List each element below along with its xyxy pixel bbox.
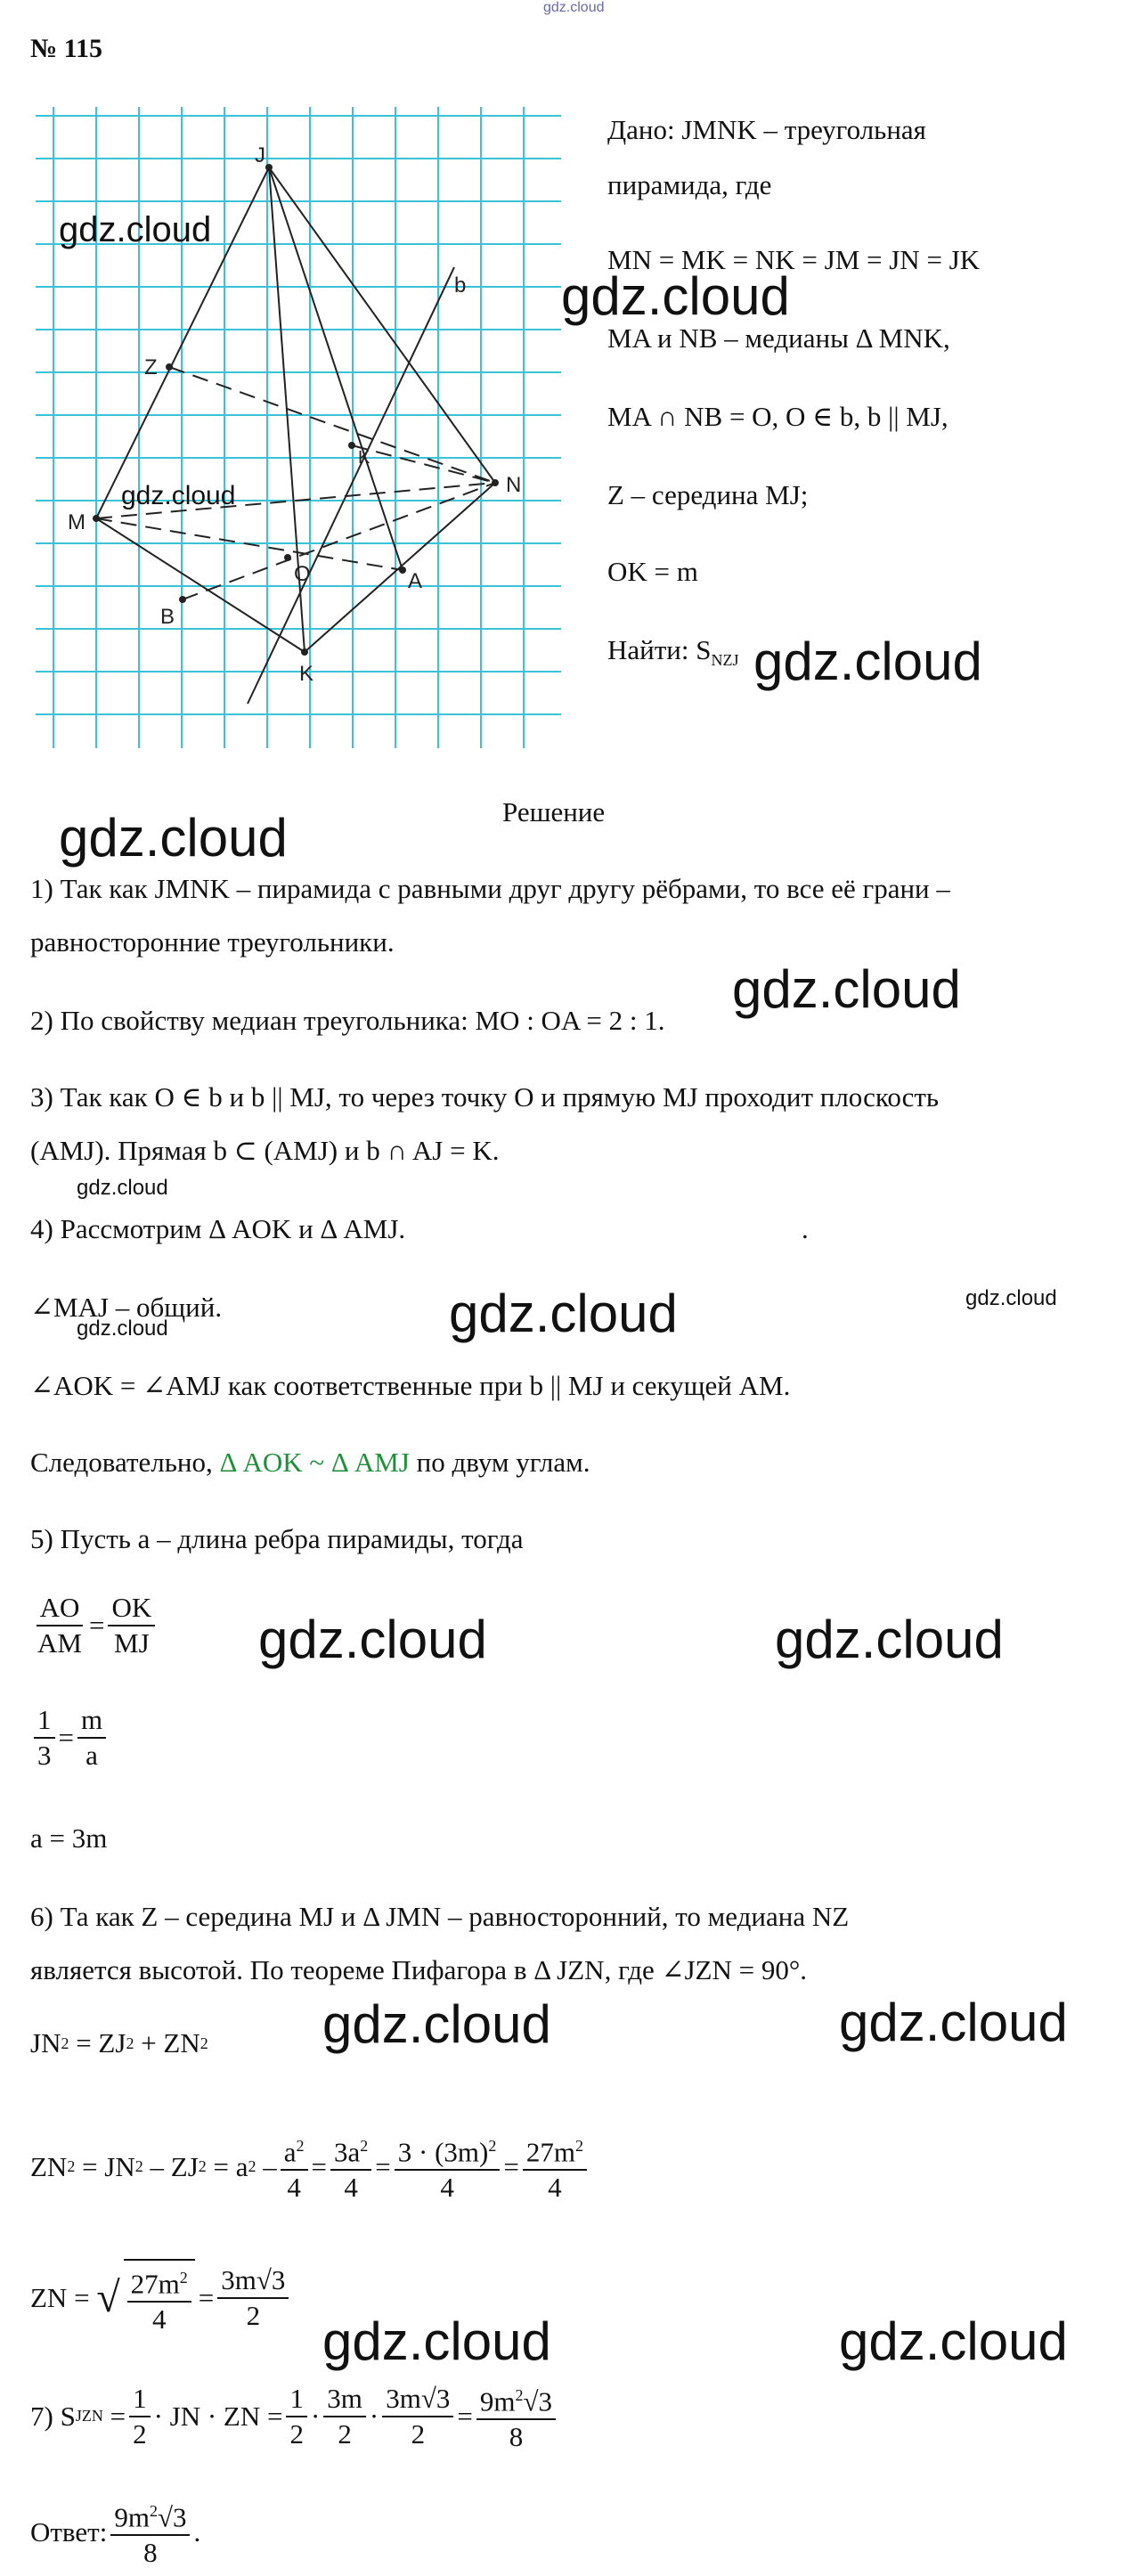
watermark: gdz.cloud (449, 1284, 678, 1343)
step-6a: 6) Та как Z – середина MJ и Δ JMN – равносторонний, то медиана NZ (30, 1901, 850, 1932)
problem-number: № 115 (30, 34, 102, 63)
watermark: gdz.cloud (77, 1317, 168, 1341)
step-1b: равносторонние треугольники. (30, 926, 395, 958)
step-6b: является высотой. По теореме Пифагора в Δ JZN, где ∠JZN = 90°. (30, 1954, 808, 1985)
step-4c: Следовательно, Δ AOK ~ Δ AMJ по двум углам. (30, 1447, 590, 1478)
watermark: gdz.cloud (839, 1993, 1068, 2052)
line-NK (352, 445, 495, 483)
step-3b: (AMJ). Прямая b ⊂ (AMJ) и b ∩ AJ = K. (30, 1135, 500, 1166)
watermark: gdz.cloud (839, 2311, 1068, 2371)
given-line-5: MA ∩ NB = O, O ∈ b, b || MJ, (607, 401, 949, 432)
given-line-1: Дано: JMNK – треугольная (607, 114, 926, 145)
label-Z: Z (144, 355, 158, 379)
watermark: gdz.cloud (77, 1176, 168, 1200)
edge-JA (269, 167, 403, 570)
label-J: J (255, 143, 265, 167)
step-4b: ∠AOK = ∠AMJ как соответственные при b || MJ и секущей AM. (30, 1370, 791, 1401)
step-2: 2) По свойству медиан треугольника: MO : OA = 2 : 1. (30, 1005, 665, 1036)
formula-zn-squared: ZN 2 = JN 2 – ZJ 2 = a 2 – $\frac{a^2}{4}$ = $\frac{3a^2}{4}$ = $\frac{3 \cdot (3m)^2}{4}$ = $\frac{27m^2}{4}$ (30, 2129, 590, 2205)
given-line-4: MA и NB – медианы Δ MNK, (607, 322, 950, 354)
grid (36, 107, 561, 748)
formula-zn: ZN = √ $\frac{27m^2}{4}$ = $\frac{3m√3}{2}$ (30, 2259, 292, 2336)
watermark: gdz.cloud (732, 959, 961, 1019)
given-find: Найти: $S_{NZJ}$ (607, 634, 739, 670)
pyramid-figure (36, 107, 561, 748)
watermark: gdz.cloud (753, 632, 982, 691)
formula-a: a = 3m (30, 1822, 108, 1854)
given-line-3: MN = MK = NK = JM = JN = JK (607, 244, 981, 275)
label-K: K (299, 662, 314, 686)
top-watermark: gdz.cloud (543, 0, 605, 15)
label-M: M (68, 510, 85, 534)
label-B: B (160, 605, 175, 629)
watermark: gdz.cloud (322, 2311, 551, 2371)
step-4: 4) Рассмотрим Δ AOK и Δ AMJ. (30, 1213, 406, 1244)
given-line-6: Z – середина MJ; (607, 479, 809, 510)
watermark: gdz.cloud (322, 1994, 551, 2054)
watermark: gdz.cloud (59, 210, 212, 249)
median-NZ (169, 367, 495, 483)
given-line-2: пирамида, где (607, 169, 772, 200)
step-1a: 1) Так как JMNK – пирамида с равными друг другу рёбрами, то все её грани – (30, 873, 950, 904)
watermark: gdz.cloud (121, 481, 236, 510)
watermark: gdz.cloud (775, 1610, 1004, 1669)
label-b: b (454, 273, 467, 298)
step-5: 5) Пусть a – длина ребра пирамиды, тогда (30, 1523, 524, 1554)
watermark: gdz.cloud (59, 808, 288, 868)
step-3a: 3) Так как O ∈ b и b || MJ, то через точку O и прямую MJ проходит плоскость (30, 1081, 940, 1113)
watermark: gdz.cloud (965, 1286, 1057, 1310)
edge-KN (305, 483, 495, 652)
given-line-7: OK = m (607, 556, 698, 587)
formula-values: $\frac{1}{3}$ = $\frac{m}{a}$ (30, 1703, 110, 1773)
watermark: gdz.cloud (561, 266, 790, 326)
answer: Ответ: $\frac{9m^2√3}{8}$ . (30, 2494, 200, 2570)
watermark: gdz.cloud (258, 1610, 487, 1669)
step-4a: ∠MAJ – общий. (30, 1292, 223, 1323)
formula-pythagoras: JN 2 = ZJ 2 + ZN 2 (30, 2027, 208, 2058)
step-4-dot: . (802, 1213, 809, 1244)
solution-title: Решение (502, 796, 606, 827)
edge-JN (269, 167, 495, 483)
label-A: A (408, 569, 423, 593)
line-b (248, 267, 454, 704)
formula-ratio: $\frac{AO}{AM}$ = $\frac{OK}{MJ}$ (30, 1591, 159, 1660)
label-N: N (506, 473, 522, 497)
label-O: O (294, 562, 311, 586)
formula-area: 7) S JZN = $\frac{1}{2}$ · JN · ZN = $\frac{1}{2}$ · $\frac{3m}{2}$ · $\frac{3m√3}{2}$ = $\frac{9m^2√3}{8}$ (30, 2378, 559, 2454)
label-K-mid: K (358, 448, 370, 468)
